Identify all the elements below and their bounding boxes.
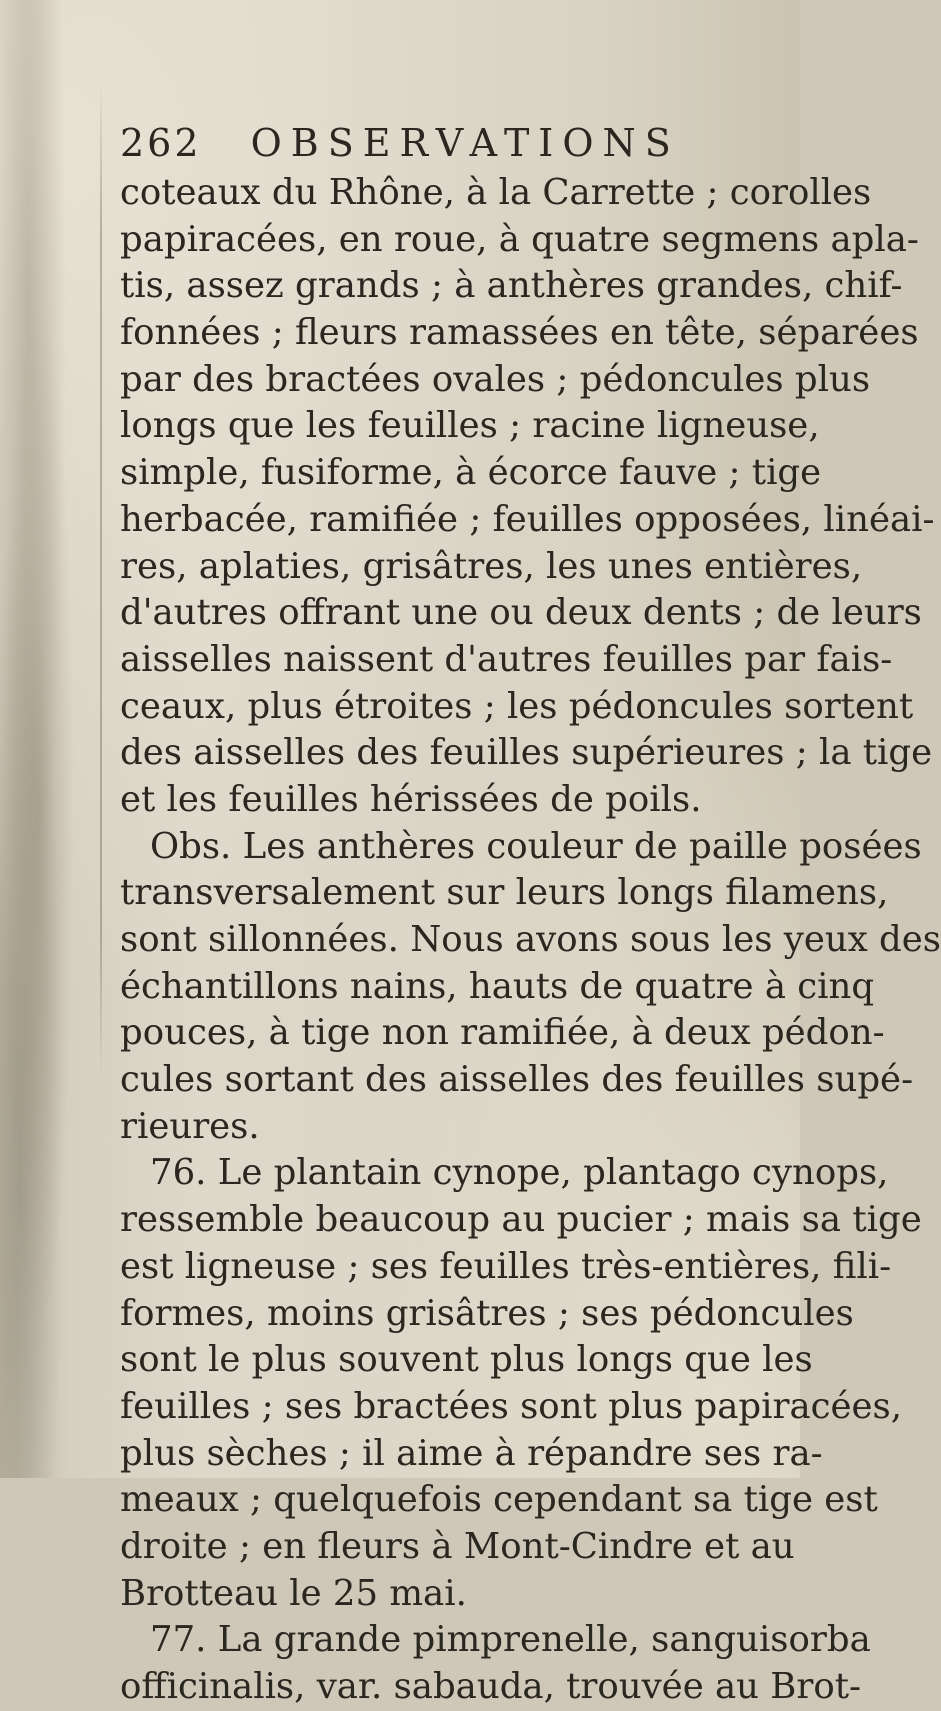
text-line: est ligneuse ; ses feuilles très-entières, fili- [120, 1245, 892, 1287]
text-line: pouces, à tige non ramifiée, à deux pédon- [120, 1012, 885, 1054]
text-line: officinalis, var. sabauda, trouvée au Brot- [120, 1666, 861, 1707]
text-line: longs que les feuilles ; racine ligneuse, [120, 405, 820, 447]
text-line: coteaux du Rhône, à la Carrette ; corolles [120, 172, 872, 213]
text-line: échantillons nains, hauts de quatre à cinq [120, 965, 875, 1007]
text-line: aisselles naissent d'autres feuilles par fais- [120, 638, 893, 680]
text-line: feuilles ; ses bractées sont plus papiracées, [120, 1385, 903, 1427]
text-line: meaux ; quelquefois cependant sa tige est [120, 1479, 878, 1521]
page-text-block [120, 118, 941, 1711]
page-gutter [100, 80, 102, 1080]
text-line: par des bractées ovales ; pédoncules plus [120, 358, 871, 400]
text-line: res, aplaties, grisâtres, les unes entières, [120, 545, 863, 587]
text-line: formes, moins grisâtres ; ses pédoncules [120, 1292, 854, 1334]
text-line: Brotteau le 25 mai. [120, 1572, 467, 1614]
text-line: droite ; en fleurs à Mont-Cindre et au [120, 1525, 795, 1567]
text-line: simple, fusiforme, à écorce fauve ; tige [120, 452, 822, 494]
text-line: plus sèches ; il aime à répandre ses ra- [120, 1432, 823, 1474]
page-margin-shadow [0, 0, 95, 1478]
text-line: sont le plus souvent plus longs que les [120, 1339, 813, 1381]
text-line: rieures. [120, 1105, 260, 1147]
text-line: fonnées ; fleurs ramassées en tête, séparées [120, 312, 919, 354]
text-line: sont sillonnées. Nous avons sous les yeux des [120, 919, 941, 960]
page-number: 262 [120, 121, 202, 165]
text-line: et les feuilles hérissées de poils. [120, 778, 702, 820]
running-title: OBSERVATIONS [250, 121, 680, 165]
text-line: ceaux, plus étroites ; les pédoncules sortent [120, 685, 914, 727]
text-line: 76. Le plantain cynope, plantago cynops, [150, 1152, 889, 1194]
text-line: herbacée, ramifiée ; feuilles opposées, linéai- [120, 498, 935, 540]
text-line: 77. La grande pimprenelle, sanguisorba [150, 1619, 871, 1661]
text-line: ressemble beaucoup au pucier ; mais sa tige [120, 1199, 922, 1241]
running-header [120, 118, 790, 170]
text-line: d'autres offrant une ou deux dents ; de leurs [120, 592, 922, 634]
text-line: tis, assez grands ; à anthères grandes, chif- [120, 265, 903, 307]
text-line: Obs. Les anthères couleur de paille posées [150, 825, 922, 867]
text-line: transversalement sur leurs longs filamens, [120, 872, 889, 914]
text-line: cules sortant des aisselles des feuilles supé- [120, 1059, 914, 1101]
text-line: des aisselles des feuilles supérieures ; la tige [120, 732, 933, 774]
text-line: papiracées, en roue, à quatre segmens apla- [120, 218, 919, 260]
